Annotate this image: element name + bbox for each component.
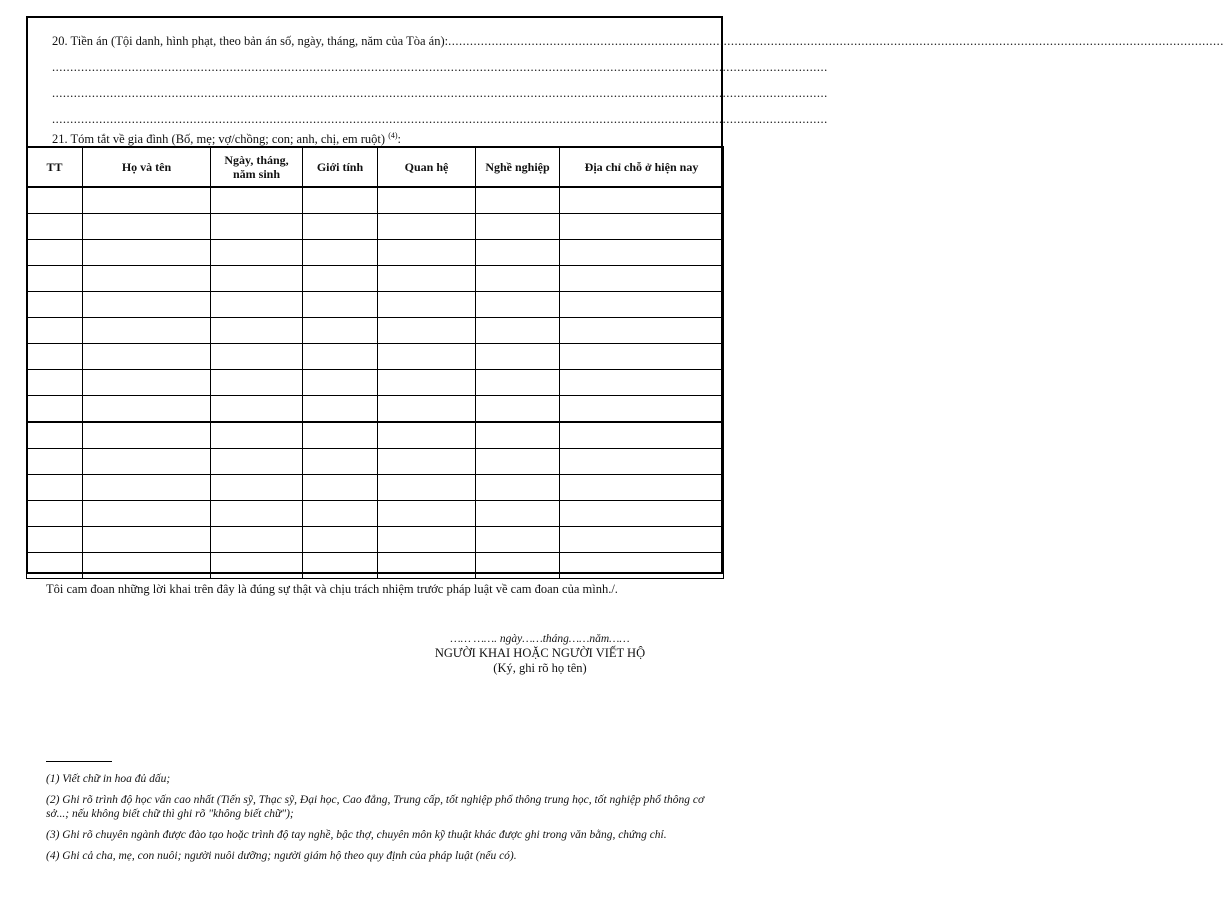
section-20-fill-line[interactable]: ...................................................................................................................................................................................................................... [52, 86, 828, 100]
table-cell[interactable] [83, 396, 211, 423]
header-gender: Giới tính [303, 147, 378, 187]
footnotes [46, 772, 706, 870]
table-cell[interactable] [211, 344, 303, 370]
table-cell[interactable] [560, 240, 724, 266]
table-cell[interactable] [560, 501, 724, 527]
table-cell[interactable] [378, 292, 476, 318]
table-cell[interactable] [476, 501, 560, 527]
table-cell[interactable] [378, 501, 476, 527]
table-row [27, 422, 724, 449]
table-cell[interactable] [27, 449, 83, 475]
table-cell[interactable] [303, 449, 378, 475]
table-cell[interactable] [378, 318, 476, 344]
table-cell[interactable] [303, 292, 378, 318]
table-cell[interactable] [378, 527, 476, 553]
table-cell[interactable] [476, 553, 560, 579]
table-cell[interactable] [27, 396, 83, 423]
table-cell[interactable] [303, 501, 378, 527]
table-cell[interactable] [560, 449, 724, 475]
table-cell[interactable] [476, 370, 560, 396]
table-cell[interactable] [378, 187, 476, 214]
table-cell[interactable] [476, 240, 560, 266]
table-cell[interactable] [83, 501, 211, 527]
footnote-divider [46, 761, 112, 762]
header-dob [211, 147, 303, 187]
table-cell[interactable] [83, 266, 211, 292]
table-cell[interactable] [27, 318, 83, 344]
table-cell[interactable] [303, 187, 378, 214]
table-cell[interactable] [83, 527, 211, 553]
table-cell[interactable] [83, 422, 211, 449]
table-row [27, 553, 724, 579]
table-row [27, 396, 724, 423]
section-20-line [52, 28, 1224, 54]
table-cell[interactable] [27, 292, 83, 318]
table-cell[interactable] [27, 214, 83, 240]
table-row [27, 292, 724, 318]
table-cell[interactable] [211, 370, 303, 396]
table-cell[interactable] [27, 370, 83, 396]
table-cell[interactable] [476, 527, 560, 553]
family-table [26, 146, 724, 579]
table-header-row [27, 147, 724, 187]
table-cell[interactable] [303, 214, 378, 240]
table-cell[interactable] [476, 187, 560, 214]
header-job: Nghề nghiệp [476, 147, 560, 187]
header-dob-line2: năm sinh [232, 167, 281, 181]
table-cell[interactable] [211, 318, 303, 344]
table-cell[interactable] [303, 266, 378, 292]
table-cell[interactable] [211, 187, 303, 214]
table-cell[interactable] [303, 370, 378, 396]
table-cell[interactable] [83, 292, 211, 318]
table-cell[interactable] [378, 449, 476, 475]
table-cell[interactable] [303, 318, 378, 344]
table-cell[interactable] [27, 553, 83, 579]
signature-title: NGƯỜI KHAI HOẶC NGƯỜI VIẾT HỘ [434, 646, 646, 660]
signature-date-text: …… ……. ngày……tháng……năm…… [450, 633, 630, 645]
table-row [27, 240, 724, 266]
table-cell[interactable] [211, 501, 303, 527]
table-cell[interactable] [378, 240, 476, 266]
section-20-fill-line[interactable]: ...................................................................................................................................................................................................................... [52, 112, 828, 126]
table-cell[interactable] [303, 422, 378, 449]
table-cell[interactable] [560, 422, 724, 449]
table-cell[interactable] [303, 344, 378, 370]
table-cell[interactable] [211, 266, 303, 292]
table-cell[interactable] [560, 266, 724, 292]
footnote-ref-4: (4) [388, 131, 398, 140]
table-cell[interactable] [83, 240, 211, 266]
table-cell[interactable] [211, 449, 303, 475]
header-name: Họ và tên [83, 147, 211, 187]
table-row [27, 318, 724, 344]
footnote-2: (2) Ghi rõ trình độ học vấn cao nhất (Tiến sỹ, Thạc sỹ, Đại học, Cao đẳng, Trung cấp, tốt nghiệp phổ thông trung học, tốt nghiệp phổ thông cơ sở...; nếu không biết chữ thì ghi rõ "không biết chữ"); [46, 794, 705, 820]
table-cell[interactable] [211, 422, 303, 449]
table-cell[interactable] [560, 292, 724, 318]
table-row [27, 475, 724, 501]
table-cell[interactable] [27, 422, 83, 449]
table-cell[interactable] [476, 266, 560, 292]
table-cell[interactable] [27, 240, 83, 266]
table-cell[interactable] [211, 214, 303, 240]
form-frame [26, 16, 1224, 574]
header-relation: Quan hệ [378, 147, 476, 187]
table-cell[interactable] [560, 475, 724, 501]
table-cell[interactable] [378, 266, 476, 292]
table-cell[interactable] [476, 318, 560, 344]
table-cell[interactable] [211, 292, 303, 318]
table-cell[interactable] [211, 240, 303, 266]
table-cell[interactable] [211, 527, 303, 553]
table-cell[interactable] [476, 396, 560, 423]
table-cell[interactable] [83, 475, 211, 501]
section-20-label: 20. Tiền án (Tội danh, hình phạt, theo bản án số, ngày, tháng, năm của Tòa án): [52, 34, 449, 48]
section-20 [52, 28, 1224, 132]
table-row [27, 266, 724, 292]
section-20-fill-line[interactable]: ...................................................................................................................................................................................................................... [52, 60, 828, 74]
table-cell[interactable] [560, 553, 724, 579]
table-cell[interactable] [83, 370, 211, 396]
table-cell[interactable] [83, 344, 211, 370]
table-row [27, 370, 724, 396]
table-cell[interactable] [560, 187, 724, 214]
section-21 [52, 128, 401, 147]
table-cell[interactable] [560, 214, 724, 240]
table-cell[interactable] [83, 553, 211, 579]
table-cell[interactable] [303, 527, 378, 553]
table-cell[interactable] [378, 214, 476, 240]
table-cell[interactable] [378, 475, 476, 501]
table-cell[interactable] [27, 266, 83, 292]
table-cell[interactable] [211, 396, 303, 423]
table-cell[interactable] [83, 187, 211, 214]
header-dob-line1: Ngày, tháng, [224, 153, 289, 167]
table-row [27, 449, 724, 475]
footnote-4: (4) Ghi cả cha, mẹ, con nuôi; người nuôi dưỡng; người giám hộ theo quy định của pháp luật (nếu có). [46, 850, 517, 862]
header-tt: TT [27, 147, 83, 187]
table-row [27, 187, 724, 214]
table-cell[interactable] [378, 370, 476, 396]
table-cell[interactable] [27, 501, 83, 527]
table-cell[interactable] [27, 187, 83, 214]
table-cell[interactable] [378, 396, 476, 423]
table-cell[interactable] [83, 214, 211, 240]
table-cell[interactable] [211, 475, 303, 501]
table-cell[interactable] [27, 344, 83, 370]
table-body [27, 187, 724, 579]
table-cell[interactable] [560, 527, 724, 553]
table-cell[interactable] [476, 292, 560, 318]
table-cell[interactable] [476, 344, 560, 370]
table-cell[interactable] [303, 396, 378, 423]
table-cell[interactable] [27, 475, 83, 501]
table-cell[interactable] [378, 553, 476, 579]
table-cell[interactable] [378, 344, 476, 370]
section-20-fill-line[interactable]: ...................................................................................................................................................................................................................... [448, 34, 1224, 48]
table-cell[interactable] [211, 553, 303, 579]
table-cell[interactable] [83, 449, 211, 475]
table-cell[interactable] [560, 344, 724, 370]
table-cell[interactable] [476, 214, 560, 240]
footnote-1: (1) Viết chữ in hoa đủ dấu; [46, 773, 171, 785]
table-row [27, 501, 724, 527]
table-cell[interactable] [303, 240, 378, 266]
table-cell[interactable] [560, 370, 724, 396]
table-cell[interactable] [476, 422, 560, 449]
header-address: Địa chỉ chỗ ở hiện nay [560, 147, 724, 187]
section-21-label: 21. Tóm tắt về gia đình (Bố, mẹ; vợ/chồng; con; anh, chị, em ruột) [52, 132, 386, 147]
table-cell[interactable] [303, 475, 378, 501]
table-cell[interactable] [378, 422, 476, 449]
table-cell[interactable] [560, 396, 724, 423]
section-21-colon: : [397, 132, 401, 147]
table-cell[interactable] [476, 475, 560, 501]
table-cell[interactable] [303, 553, 378, 579]
commitment-text: Tôi cam đoan những lời khai trên đây là đúng sự thật và chịu trách nhiệm trước pháp luật về cam đoan của mình./. [46, 582, 618, 596]
table-row [27, 214, 724, 240]
signature-date [410, 631, 670, 647]
table-row [27, 344, 724, 370]
table-row [27, 527, 724, 553]
signature-note: (Ký, ghi rõ họ tên) [493, 661, 587, 675]
table-cell[interactable] [27, 527, 83, 553]
table-cell[interactable] [83, 318, 211, 344]
table-cell[interactable] [476, 449, 560, 475]
footnote-3: (3) Ghi rõ chuyên ngành được đào tạo hoặc trình độ tay nghề, bậc thợ, chuyên môn kỹ thuật khác được ghi trong văn bằng, chứng chỉ. [46, 829, 667, 841]
table-cell[interactable] [560, 318, 724, 344]
